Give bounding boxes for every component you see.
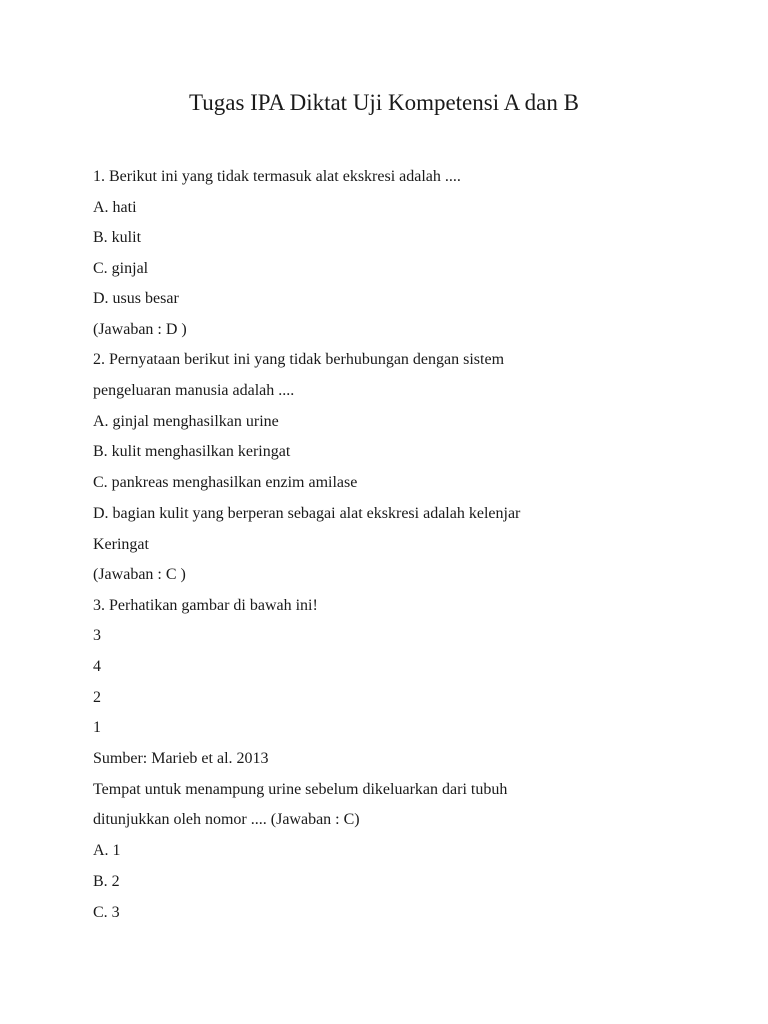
figure-label-4: 4 (93, 658, 101, 675)
q1-option-a: A. hati (93, 199, 137, 216)
q1-answer: (Jawaban : D ) (93, 321, 187, 338)
q1-option-c: C. ginjal (93, 260, 149, 277)
question-1: 1. Berikut ini yang tidak termasuk alat ekskresi adalah .... (93, 168, 461, 185)
q2-option-d: D. bagian kulit yang berperan sebagai alat ekskresi adalah kelenjar (93, 505, 521, 522)
figure-source: Sumber: Marieb et al. 2013 (93, 750, 269, 767)
q3-option-a: A. 1 (93, 842, 121, 859)
q1-option-d: D. usus besar (93, 290, 179, 307)
question-3-text-line-2: ditunjukkan oleh nomor .... (Jawaban : C) (93, 811, 360, 828)
figure-label-1: 1 (93, 719, 101, 736)
q1-option-b: B. kulit (93, 229, 142, 246)
question-2-line-2: pengeluaran manusia adalah .... (93, 382, 295, 399)
question-3-text-line-1: Tempat untuk menampung urine sebelum dikeluarkan dari tubuh (93, 781, 508, 798)
figure-label-2: 2 (93, 689, 101, 706)
page-title: Tugas IPA Diktat Uji Kompetensi A dan B (189, 90, 579, 115)
q2-option-d-continued: Keringat (93, 536, 149, 553)
question-3: 3. Perhatikan gambar di bawah ini! (93, 597, 318, 614)
figure-label-3: 3 (93, 627, 101, 644)
q3-option-b: B. 2 (93, 873, 120, 890)
q3-option-c: C. 3 (93, 904, 120, 921)
q2-answer: (Jawaban : C ) (93, 566, 186, 583)
q2-option-a: A. ginjal menghasilkan urine (93, 413, 279, 430)
q2-option-c: C. pankreas menghasilkan enzim amilase (93, 474, 358, 491)
question-2-line-1: 2. Pernyataan berikut ini yang tidak berhubungan dengan sistem (93, 351, 505, 368)
q2-option-b: B. kulit menghasilkan keringat (93, 443, 291, 460)
